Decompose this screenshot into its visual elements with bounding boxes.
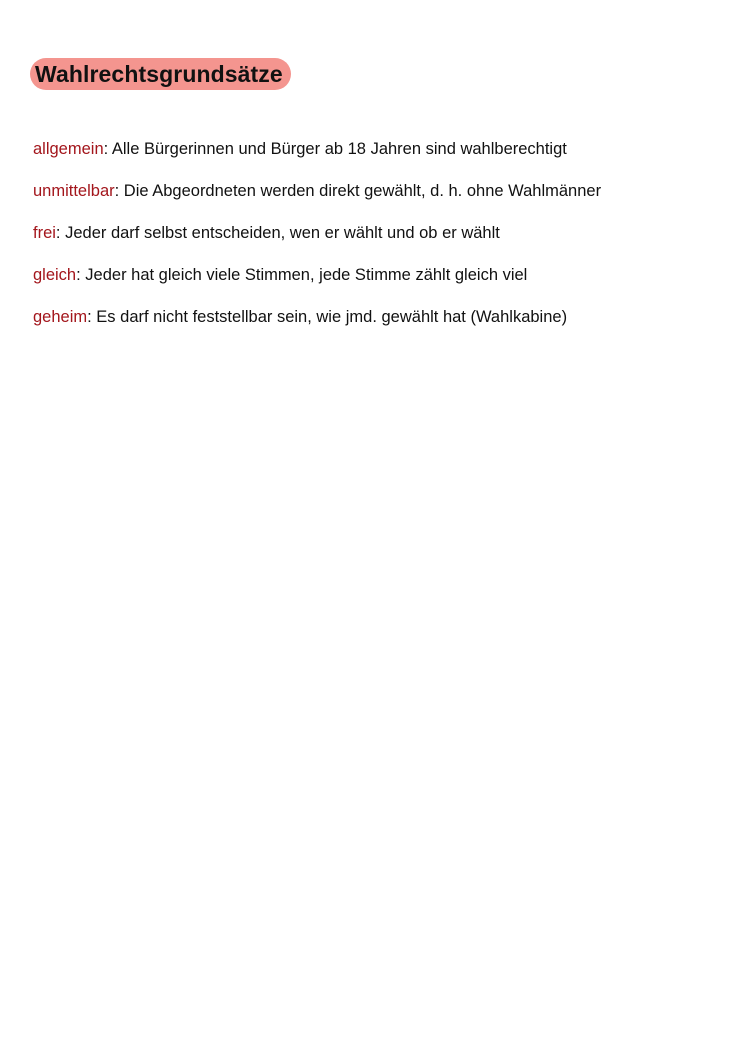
principle-row-allgemein [33,138,601,180]
principle-term: gleich [33,266,77,284]
principles-list [33,138,601,348]
term-separator: : [76,266,86,284]
principle-row-gleich [33,264,601,306]
principle-term: frei [33,224,56,242]
page-title: Wahlrechtsgrundsätze [30,58,291,90]
principle-description: Jeder hat gleich viele Stimmen, jede Stimme zählt gleich viel [85,266,528,284]
principle-term: geheim [33,308,88,326]
principle-term: allgemein [33,140,104,158]
term-separator: : [103,140,112,158]
principle-description: Es darf nicht feststellbar sein, wie jmd. gewählt hat (Wahlkabine) [96,308,568,326]
term-separator: : [114,182,124,200]
principle-row-unmittelbar [33,180,601,222]
term-separator: : [87,308,97,326]
principle-description: Jeder darf selbst entscheiden, wen er wählt und ob er wählt [65,224,500,242]
title-container [30,58,291,90]
term-separator: : [55,224,66,242]
principle-row-frei [33,222,601,264]
principle-term: unmittelbar [33,182,115,200]
principle-row-geheim [33,306,601,348]
principle-description: Alle Bürgerinnen und Bürger ab 18 Jahren sind wahlberechtigt [111,140,567,158]
principle-description: Die Abgeordneten werden direkt gewählt, d. h. ohne Wahlmänner [123,182,602,200]
